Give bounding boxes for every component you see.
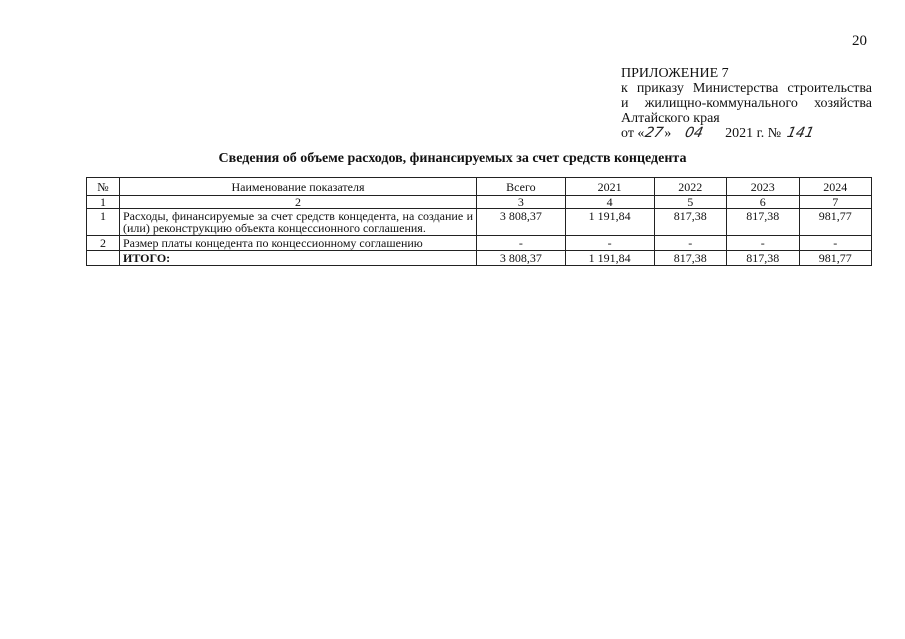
- header-2024: 2024: [799, 178, 872, 196]
- row-value-2024: -: [799, 236, 872, 251]
- header-total: Всего: [477, 178, 566, 196]
- date-prefix: от «: [621, 126, 645, 141]
- header-no: №: [87, 178, 120, 196]
- date-year: 2021 г. №: [725, 126, 782, 141]
- row-value-2022: -: [654, 236, 726, 251]
- row-name: Размер платы концедента по концессионному соглашению: [120, 236, 477, 251]
- expenses-table: [86, 177, 872, 266]
- row-value-2024: 981,77: [799, 209, 872, 236]
- date-mid: »: [664, 126, 672, 141]
- total-label: ИТОГО:: [120, 251, 477, 266]
- table-header-row: [87, 178, 872, 196]
- total-value-2023: 817,38: [727, 251, 799, 266]
- column-number: 6: [727, 196, 799, 209]
- total-value-2021: 1 191,84: [565, 251, 654, 266]
- row-value-total: 3 808,37: [477, 209, 566, 236]
- row-value-2021: -: [565, 236, 654, 251]
- row-value-total: -: [477, 236, 566, 251]
- header-name: Наименование показателя: [120, 178, 477, 196]
- column-number: 2: [120, 196, 477, 209]
- row-number: 1: [87, 209, 120, 236]
- row-name: Расходы, финансируемые за счет средств концедента, на создание и (или) реконструкцию объекта концессионного соглашения.: [120, 209, 477, 236]
- total-value-total: 3 808,37: [477, 251, 566, 266]
- total-value-2022: 817,38: [654, 251, 726, 266]
- row-value-2023: -: [727, 236, 799, 251]
- header-2021: 2021: [565, 178, 654, 196]
- table-row: [87, 236, 872, 251]
- column-number: 4: [565, 196, 654, 209]
- column-number: 3: [477, 196, 566, 209]
- total-value-2024: 981,77: [799, 251, 872, 266]
- total-row: [87, 251, 872, 266]
- column-number: 5: [654, 196, 726, 209]
- column-number-row: [87, 196, 872, 209]
- appendix-header: [621, 66, 872, 141]
- appendix-title: ПРИЛОЖЕНИЕ 7: [621, 66, 729, 81]
- appendix-line-order: к приказу Министерства строительства: [621, 81, 872, 96]
- total-number: [87, 251, 120, 266]
- page-number: 20: [852, 33, 867, 49]
- handwritten-number: 141: [785, 125, 816, 141]
- column-number: 7: [799, 196, 872, 209]
- header-2022: 2022: [654, 178, 726, 196]
- row-number: 2: [87, 236, 120, 251]
- handwritten-day: 27: [643, 125, 666, 141]
- appendix-line-ministry: и жилищно-коммунального хозяйства: [621, 96, 872, 111]
- row-value-2023: 817,38: [727, 209, 799, 236]
- row-value-2021: 1 191,84: [565, 209, 654, 236]
- header-2023: 2023: [727, 178, 799, 196]
- table-row: [87, 209, 872, 236]
- document-title: Сведения об объеме расходов, финансируемых за счет средств концедента: [218, 151, 687, 166]
- appendix-line-region: Алтайского края: [621, 111, 720, 126]
- handwritten-month: 04: [683, 125, 705, 141]
- row-value-2022: 817,38: [654, 209, 726, 236]
- appendix-date-line: [621, 126, 872, 141]
- column-number: 1: [87, 196, 120, 209]
